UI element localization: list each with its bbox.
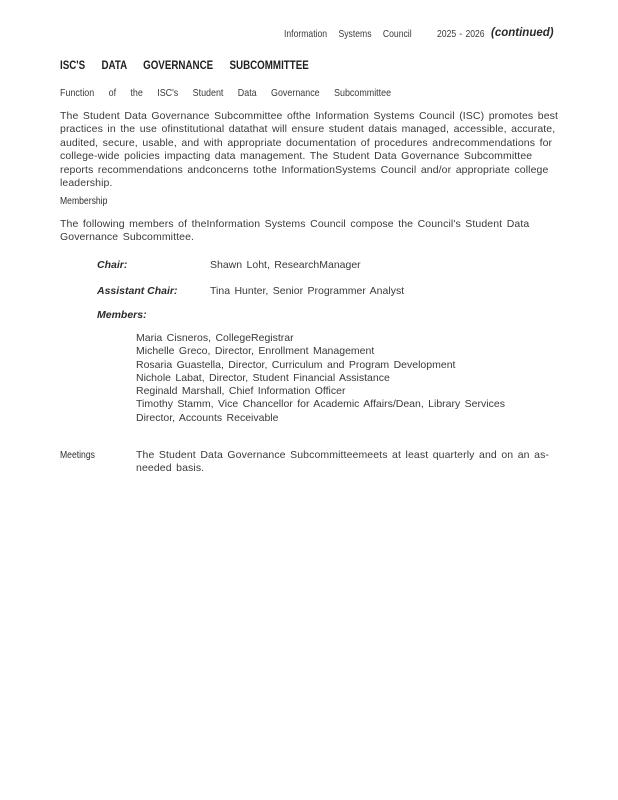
assistant-chair-label: Assistant Chair: bbox=[97, 285, 178, 297]
members-list bbox=[136, 332, 505, 425]
page-header-continued: (continued) bbox=[491, 27, 554, 39]
document-title-text: ISC'S DATA GOVERNANCE SUBCOMMITTEE bbox=[60, 60, 309, 72]
page-header-years-text: 2025 - 2026 bbox=[437, 28, 485, 40]
assistant-chair-value: Tina Hunter, Senior Programmer Analyst bbox=[210, 285, 405, 297]
meetings-text: The Student Data Governance Subcommitteemeets at least quarterly and on an as- needed basis. bbox=[136, 449, 550, 475]
member-item: Maria Cisneros, CollegeRegistrar bbox=[136, 332, 294, 344]
function-heading bbox=[60, 87, 450, 99]
page-header-council-text: Information Systems Council bbox=[284, 28, 412, 40]
member-item: Reginald Marshall, Chief Information Officer bbox=[136, 385, 346, 398]
member-item: Michelle Greco, Director, Enrollment Management bbox=[136, 345, 375, 358]
document-title bbox=[60, 60, 353, 72]
function-heading-text: Function of the ISC's Student Data Governance Subcommittee bbox=[60, 87, 392, 99]
meetings-section-label bbox=[60, 449, 103, 461]
chair-value: Shawn Loht, ResearchManager bbox=[210, 259, 361, 271]
membership-section-label bbox=[60, 195, 118, 207]
member-item: Director, Accounts Receivable bbox=[136, 411, 279, 424]
meetings-section-label-text: Meetings bbox=[60, 449, 95, 461]
members-label: Members: bbox=[97, 309, 147, 321]
member-item: Rosaria Guastella, Director, Curriculum and Program Development bbox=[136, 358, 456, 371]
membership-intro: The following members of theInformation Systems Council compose the Council's Student Data Governance Subcommittee. bbox=[60, 218, 530, 244]
chair-label: Chair: bbox=[97, 259, 128, 271]
page-header-council bbox=[284, 28, 440, 40]
member-item: Timothy Stamm, Vice Chancellor for Academic Affairs/Dean, Library Services bbox=[136, 398, 505, 411]
page-header-years bbox=[437, 28, 495, 40]
member-item: Nichole Labat, Director, Student Financial Assistance bbox=[136, 371, 390, 384]
membership-section-label-text: Membership bbox=[60, 195, 108, 207]
function-paragraph: The Student Data Governance Subcommittee ofthe Information Systems Council (ISC) promotes best practices in the use ofinstitutional datathat will ensure student datais managed, accessible, accurate, audited, secure, usable, and with appropriate documentation of procedures andrecommendations for college-wide policies impacting data management. The Student Data Governance Subcommittee reports recommendations andconcerns tothe InformationSystems Council and/or appropriate college leadership. bbox=[60, 110, 559, 190]
